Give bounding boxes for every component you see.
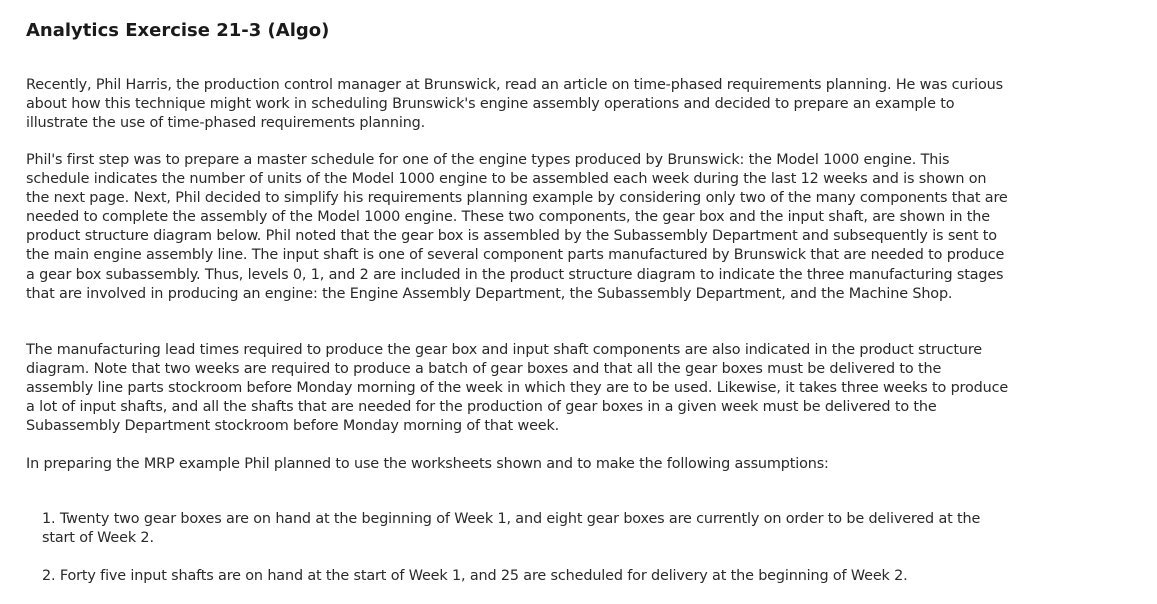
assumptions-list (42, 510, 1017, 604)
assumption-item-gear-boxes: 1. Twenty two gear boxes are on hand at the beginning of Week 1, and eight gear boxes are currently on order to be delivered at the start of Week 2. (42, 511, 981, 547)
paragraph-master-schedule: Phil's first step was to prepare a master schedule for one of the engine types produced by Brunswick: the Model 1000 engine. This schedule indicates the number of units of the Model 1000 engine to be assembled each week during the last 12 weeks and is shown on the next page. Next, Phil decided to simplify his requirements planning example by considering only two of the many components that are needed to complete the assembly of the Model 1000 engine. These two components, the gear box and the input shaft, are shown in the product structure diagram below. Phil noted that the gear box is assembled by the Subassembly Department and subsequently is sent to the main engine assembly line. The input shaft is one of several component parts manufactured by Brunswick that are needed to produce a gear box subassembly. Thus, levels 0, 1, and 2 are included in the product structure diagram to indicate the three manufacturing stages that are involved in producing an engine: the Engine Assembly Department, the Subassembly Department, and the Machine Shop. (26, 152, 1008, 302)
paragraph-assumptions-intro: In preparing the MRP example Phil planned to use the worksheets shown and to make the following assumptions: (26, 456, 829, 472)
paragraph-lead-times: The manufacturing lead times required to produce the gear box and input shaft components are also indicated in the product structure diagram. Note that two weeks are required to produce a batch of gear boxes and that all the gear boxes must be delivered to the assembly line parts stockroom before Monday morning of the week in which they are to be used. Likewise, it takes three weeks to produce a lot of input shafts, and all the shafts that are needed for the production of gear boxes in a given week must be delivered to the Subassembly Department stockroom before Monday morning of that week. (26, 342, 1009, 435)
paragraph-intro: Recently, Phil Harris, the production control manager at Brunswick, read an article on time-phased requirements planning. He was curious about how this technique might work in scheduling Brunswick's engine assembly operations and decided to prepare an example to illustrate the use of time-phased requirements planning. (26, 77, 1003, 132)
assumption-item-input-shafts: 2. Forty five input shafts are on hand at the start of Week 1, and 25 are scheduled for delivery at the beginning of Week 2. (42, 568, 908, 585)
exercise-title: Analytics Exercise 21-3 (Algo) (26, 20, 330, 41)
